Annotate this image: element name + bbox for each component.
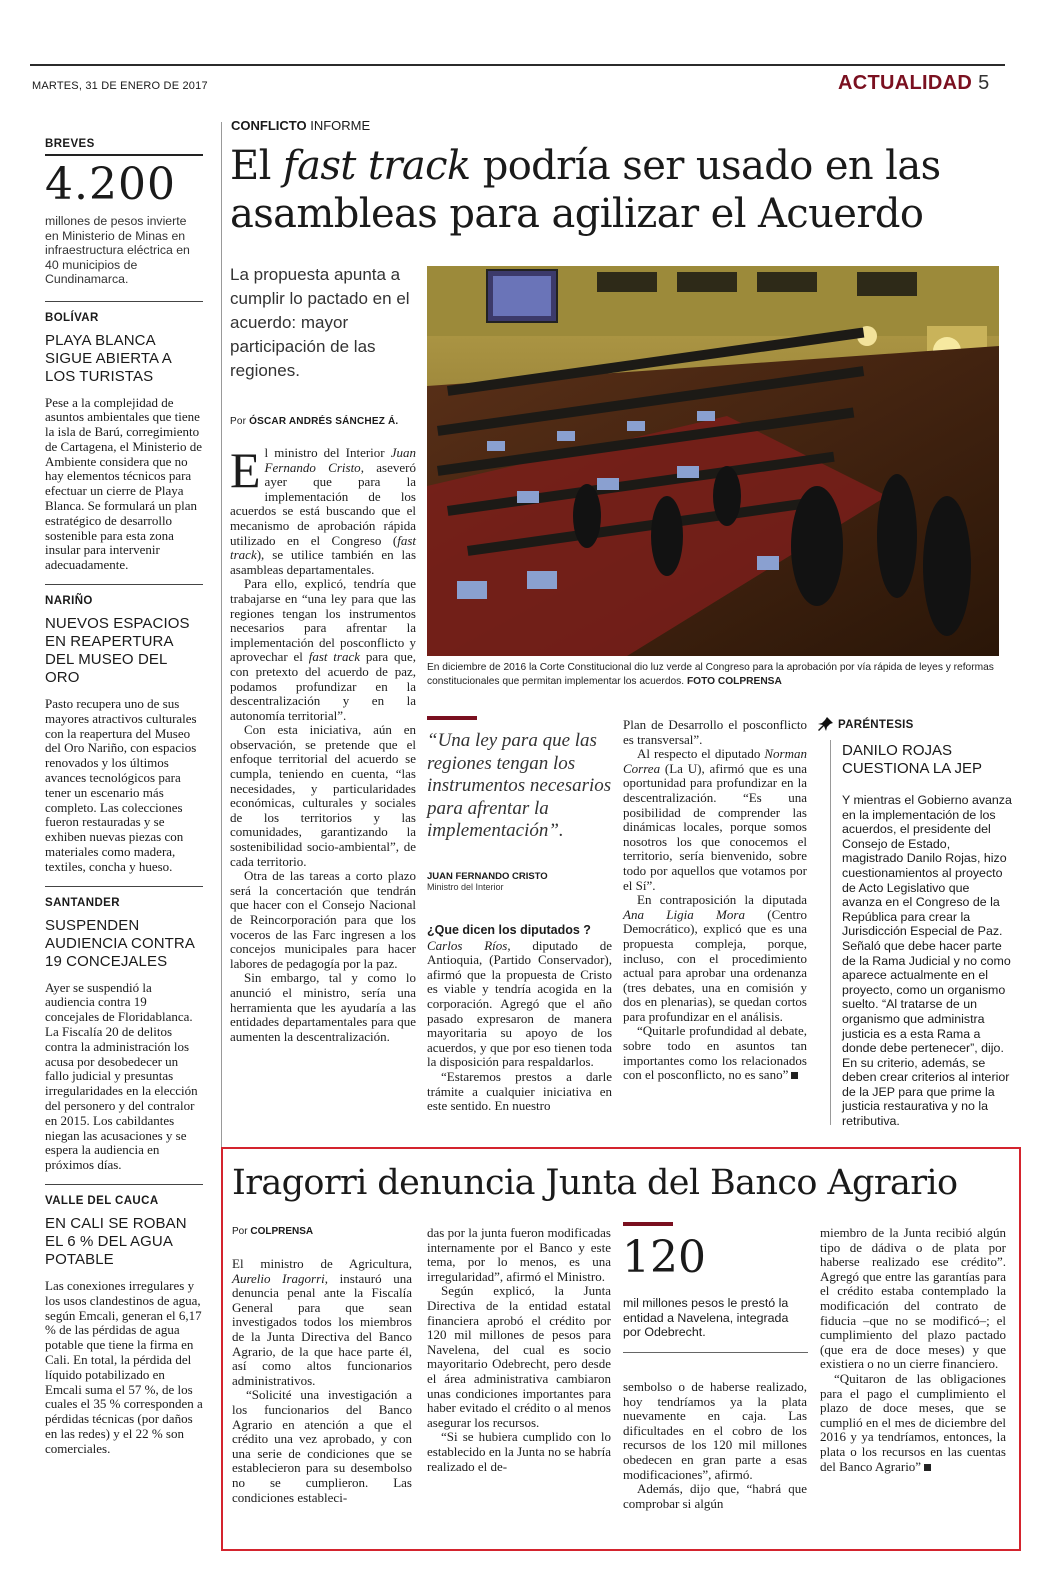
brief-title: SUSPENDEN AUDIENCIA CONTRA 19 CONCEJALES xyxy=(45,916,195,970)
byline-prefix: Por xyxy=(232,1226,251,1237)
quote-rule xyxy=(427,716,477,720)
article-photo xyxy=(427,266,999,656)
pull-quote: “Una ley para que las regiones tengan los instrumentos necesarios para afrentar la implementación”. xyxy=(427,730,612,841)
article-byline xyxy=(230,416,398,427)
article-dek: La propuesta apunta a cumplir lo pactado en el acuerdo: mayor participación de las regiones. xyxy=(230,265,410,380)
pushpin-icon-svg xyxy=(818,716,834,732)
text-run: El ministro de Agricultura, xyxy=(232,1256,412,1271)
text-run: En contraposición la diputada xyxy=(637,892,807,908)
bottom-byline xyxy=(232,1226,313,1237)
paragraph: Con esta iniciativa, aún en observación, se pretende que el enfoque territorial del acuerdo se cumpla, teniendo en cuenta, “las necesidades, y particularidades económicas, culturales y sociales de los territorios y las comunidades, garantizando la sostenibilidad socio-ambiental”, de cada territorio. xyxy=(230,722,416,869)
text-run: , aseveró ayer que para la implementación de los acuerdos se está buscando que el mecanismo de aprobación rápida utilizado en el Congreso ( xyxy=(230,459,416,548)
drop-cap: E xyxy=(230,442,261,498)
paragraph xyxy=(232,1257,412,1388)
bottom-headline: Iragorri denuncia Junta del Banco Agrario xyxy=(232,1163,958,1203)
kicker-topic: CONFLICTO xyxy=(231,118,307,133)
kicker-type: INFORME xyxy=(306,118,371,133)
brief-title: PLAYA BLANCA SIGUE ABIERTA A LOS TURISTAS xyxy=(45,331,172,385)
text-run: “Quitarle profundidad al debate, sobre todo en asuntos tan importantes como los relacionados con el posconflicto, no es sano” xyxy=(623,1023,807,1083)
text-run: Al respecto el diputado xyxy=(637,746,765,762)
paragraph: “Estaremos prestos a darle trámite a cualquier iniciativa en este sentido. En nuestro xyxy=(427,1068,612,1114)
paragraph: Plan de Desarrollo el posconflicto es transversal”. xyxy=(623,717,807,747)
text-run: para que, con pretexto del acuerdo de paz, podamos profundizar en la descentralización y en la autonomía territorial”. xyxy=(230,649,416,723)
text-run: , instauró una denuncia penal ante la Fiscalía General para que sean investigados todos los miembros de la Junta Directiva del Banco Agrario, de la que hace parte él, así como altos funcionarios administrativos. xyxy=(232,1270,412,1388)
person-name: Juan Fernando Cristo xyxy=(264,445,416,475)
text-run: “Quitaron de las obligaciones para el pago el cumplimiento el plazo de doce meses, que se cumplió en el mes de diciembre del 2016 y ya tendríamos, entonces, la plata o los recursos en las cuentas del Banco Agrario” xyxy=(820,1370,1006,1474)
byline-prefix: Por xyxy=(230,416,250,427)
person-name: Carlos Ríos xyxy=(427,937,508,953)
parentesis-rule xyxy=(830,740,831,1125)
pushpin-icon xyxy=(818,716,834,736)
brief-rule xyxy=(45,301,203,302)
article-column-3 xyxy=(623,718,807,1083)
brief-text: Las conexiones irregulares y los usos clandestinos de agua, según Emcali, generan el 6,17 % de las pérdidas de agua potable que tiene la firma en Cali. En total, la pérdida del líquido potabilizado en Emcali suma el 57 %, de los cuales el 35 % corresponden a pérdidas técnicas (por daños en las redes) y el 22 % son comerciales. xyxy=(45,1277,203,1456)
stat-rule xyxy=(623,1222,673,1226)
text-run: l ministro del Interior xyxy=(264,445,391,460)
end-mark xyxy=(924,1464,931,1471)
photo-caption xyxy=(427,661,1017,688)
briefs-stat-value: 4.200 xyxy=(45,159,176,210)
text-run: (Centro Democrático), explicó que es una propuesta compleja, porque, incluso, con el procedimiento actual para aprobar una ordenanza (tres debates, una en comisión y dos en plenarias), se quedan cortos para profundizar en el análisis. xyxy=(623,906,807,1024)
brief-text: Ayer se suspendió la audiencia contra 19 concejales de Floridablanca. La Fiscalía 20 de delitos contra la administración los acusa por desobedecer un fallo judicial y presuntas irregularidades en la elección del personero y del contralor en 2015. Los cabildantes niegan las acusaciones y se espera la audiencia en próximos días. xyxy=(45,979,198,1173)
paragraph: Según explicó, la Junta Directiva de la entidad estatal financiera aprobó el crédito por 120 mil millones de pesos para Navelena, del cual es socio mayoritario Odebrecht, pero desde el área administrativa cambiaron unas condiciones importantes para haber evitado el crédito o al menos asegurar los recursos. xyxy=(427,1283,611,1430)
paragraph: das por la junta fueron modificadas internamente por el Banco y este tema, por lo menos, es una irregularidad”, afirmó el Ministro. xyxy=(427,1225,611,1284)
issue-date: MARTES, 31 DE ENERO DE 2017 xyxy=(32,80,208,92)
column-divider xyxy=(221,122,222,1202)
brief-text: Pasto recupera uno de sus mayores atractivos culturales con la reapertura del Museo del Oro Nariño, con espacios renovados y los últimos avances tecnológicos para tener un escenario más completo. Las colecciones fueron restauradas y se exhiben nuevas piezas con materiales como madera, textiles, concha y hueso. xyxy=(45,696,197,874)
headline-part: El xyxy=(230,143,283,189)
article-column-2 xyxy=(427,923,612,1114)
congress-chamber-photo xyxy=(427,266,999,656)
bottom-column-3 xyxy=(623,1380,807,1511)
person-name: Ana Ligia Mora xyxy=(623,906,745,922)
bottom-column-1 xyxy=(232,1257,412,1505)
brief-region: BOLÍVAR xyxy=(45,311,99,324)
briefs-column xyxy=(45,138,203,1457)
article-column-1 xyxy=(230,442,416,1044)
briefs-stat-text: millones de pesos invierte en Ministerio de Minas en infraestructura eléctrica en 40 municipios de Cundinamarca. xyxy=(45,214,190,286)
subheading: ¿Que dicen los diputados ? xyxy=(427,923,591,937)
top-rule xyxy=(30,64,1005,66)
parentesis-label: PARÉNTESIS xyxy=(838,719,914,731)
caption-text: En diciembre de 2016 la Corte Constitucional dio luz verde al Congreso para la aprobación por vía rápida de leyes y reformas constitucionales que permitan implementar los acuerdos. xyxy=(427,662,994,687)
paragraph: Sin embargo, tal y como lo anunció el ministro, sería una herramienta que les ayudaría a las entidades departamentales para que aumenten la descentralización. xyxy=(230,970,416,1044)
paragraph: sembolso o de haberse realizado, hoy tendríamos ya la plata nuevamente en caja. Las dificultades en el cobro de los recursos de los 120 mil millones obedecen en gran parte a esas modificaciones”, afirmó. xyxy=(623,1379,807,1482)
page-number: 5 xyxy=(978,72,990,94)
paragraph xyxy=(623,893,807,1024)
parentesis-title: DANILO ROJAS CUESTIONA LA JEP xyxy=(842,742,983,777)
bottom-column-4 xyxy=(820,1226,1006,1474)
text-run: (La U), afirmó que es una oportunidad para profundizar en la descentralización. “Es una posibilidad de comprender las dinámicas locales, porque somos nosotros los que conocemos el territorio, sería bienvenido, sobre todo por aquellos que votamos por el Sí”. xyxy=(623,760,807,893)
paragraph xyxy=(230,442,416,577)
person-name: Norman Correa xyxy=(623,746,807,776)
paragraph xyxy=(623,1024,807,1082)
brief-rule xyxy=(45,1184,203,1185)
briefs-label: BREVES xyxy=(45,138,95,150)
brief-region: SANTANDER xyxy=(45,896,120,909)
brief-rule xyxy=(45,886,203,887)
bottom-column-2 xyxy=(427,1226,611,1474)
pull-quote-author: JUAN FERNANDO CRISTO xyxy=(427,871,548,882)
headline-part: podría ser usado en las asambleas para agilizar el Acuerdo xyxy=(230,143,941,237)
brief-title: NUEVOS ESPACIOS EN REAPERTURA DEL MUSEO DEL ORO xyxy=(45,615,190,687)
headline-italic: fast track xyxy=(282,143,471,189)
briefs-rule xyxy=(45,154,203,156)
paragraph: “Si se hubiera cumplido con lo establecido en la Junta no se habría realizado el de- xyxy=(427,1429,611,1474)
paragraph xyxy=(427,939,612,1070)
paragraph: miembro de la Junta recibió algún tipo de dádiva o de plata por haberse realizado ese crédito”. Agregó que entre las garantías para el crédito estaba contemplado la modificación del contrato de fiducia –que no se modificó–; el cumplimiento del plazo pactado (que era de doce meses) y que existiera o no un cierre financiero. xyxy=(820,1225,1006,1372)
bottom-stat-text: mil millones pesos le prestó la entidad a Navelena, integrada por Odebrecht. xyxy=(623,1296,789,1340)
pull-quote-author-title: Ministro del Interior xyxy=(427,882,504,892)
brief-title: EN CALI SE ROBAN EL 6 % DEL AGUA POTABLE xyxy=(45,1214,187,1268)
text-run: , diputado de Antioquia, (Partido Conservador), afirmó que la propuesta de Cristo es viable y tendría acogida en la corporación. Agregó que el año pasado expresaron de manera mayoritaria su apoyo de los acuerdos, y que por eso tienen toda la disposición para respaldarlos. xyxy=(427,937,613,1070)
brief-text: Pese a la complejidad de asuntos ambientales que tiene la isla de Barú, corregimiento de Cartagena, el Ministerio de Ambiente considera que no hay elementos técnicos para efectuar un cierre de Playa Blanca. Se formulará un plan estratégico de desarrollo sostenible para esta zona insular para intervenir adecuadamente. xyxy=(45,394,203,573)
byline-name: COLPRENSA xyxy=(250,1226,314,1237)
paragraph: “Solicité una investigación a los funcionarios del Banco Agrario en atención a que el crédito una vez aprobado, y con una serie de condiciones que se establecieron para su desembolso no se cumplieron. Las condiciones estableci- xyxy=(232,1387,412,1505)
byline-name: ÓSCAR ANDRÉS SÁNCHEZ Á. xyxy=(249,416,399,427)
paragraph xyxy=(623,747,807,893)
term-italic: fast track xyxy=(230,532,416,563)
term-italic: fast track xyxy=(308,649,361,665)
photo-credit: FOTO COLPRENSA xyxy=(686,675,782,687)
article-kicker xyxy=(231,118,370,133)
text-run: Para ello, explicó, tendría que trabajarse en “una ley para que las regiones tengan los instrumentos necesarios para afrentar la implementación del posconflicto y aprovechar el xyxy=(230,576,416,665)
bottom-stat-value: 120 xyxy=(622,1232,706,1283)
paragraph xyxy=(820,1372,1006,1474)
paragraph xyxy=(230,577,416,723)
brief-region: VALLE DEL CAUCA xyxy=(45,1194,159,1207)
person-name: Aurelio Iragorri xyxy=(232,1270,325,1286)
section-name: ACTUALIDAD xyxy=(838,72,973,94)
article-headline xyxy=(230,142,1020,238)
text-run: ), se utilice también en las asambleas departamentales. xyxy=(230,547,416,577)
brief-region: NARIÑO xyxy=(45,595,93,608)
section-title xyxy=(838,72,990,95)
stat-divider xyxy=(623,1352,808,1353)
parentesis-text: Y mientras el Gobierno avanza en la implementación de los acuerdos, el presidente del Consejo de Estado, magistrado Danilo Rojas, hizo cuestionamientos al proyecto de Acto Legislativo que avanza en el Congreso de la República para crear la Jurisdicción Especial de Paz. Señaló que debe hacer parte de la Rama Judicial y no como aparece actualmente en el proyecto, como un organismo suelto. “Al tratarse de un organismo que administra justicia es a esta Rama a donde debe pertenecer”, dijo. En su criterio, además, se deben crear criterios al interior de la JEP para que prime la justicia restaurativa y no la retributiva. xyxy=(842,793,1012,1129)
brief-rule xyxy=(45,584,203,585)
end-mark xyxy=(791,1072,798,1079)
paragraph: Otra de las tareas a corto plazo será la concertación que tendrán que hacer con el Consejo Nacional de Reincorporación para que los voceros de las Farc ingresen a los concejos municipales para hacer labores de pedagogía por la paz. xyxy=(230,868,416,971)
paragraph: Además, dijo que, “habrá que comprobar si algún xyxy=(623,1481,807,1511)
